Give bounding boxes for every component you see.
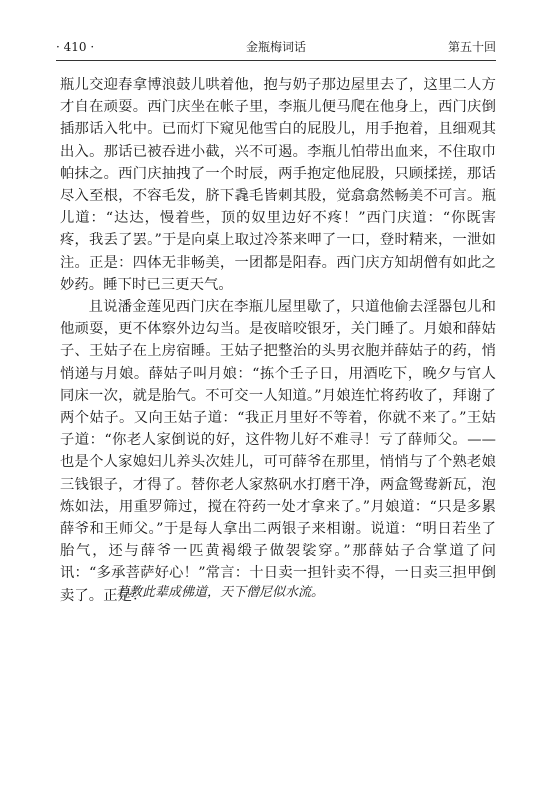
verse-line: 若教此辈成佛道，天下僧尼似水流。: [116, 585, 325, 600]
paragraph-1: 瓶儿交迎春拿博浪鼓儿哄着他，抱与奶子那边屋里去了，这里二人方才自在顽耍。西门庆坐在帐子里，李瓶儿便马爬在他身上，西门庆倒插那话入牝中。已而灯下窥见他雪白的屁股儿，用手抱着，且细观其出入。那话已被吞进小截，兴不可遏。李瓶儿怕带出血来，不住取巾帕抹之。西门庆抽拽了一个时辰，两手抱定他屁股，只顾揉搓，那话尽入至根，不容毛发，脐下毳毛皆刺其股，觉翕翕然畅美不可言。瓶儿道：“达达，慢着些，顶的奴里边好不疼！”西门庆道：“你既害疼，我丢了罢。”于是向桌上取过冷茶来呷了一口，登时精来，一泄如注。正是：四体无非畅美，一团都是阳春。西门庆方知胡僧有如此之妙药。睡下时已三更天气。: [60, 77, 496, 293]
book-title: 金瓶梅词话: [245, 40, 306, 54]
page-number: · 410 ·: [56, 40, 95, 54]
chapter-label: 第五十回: [447, 40, 496, 54]
body-text: [60, 74, 496, 607]
running-header: [56, 38, 496, 56]
paragraph-2: 且说潘金莲见西门庆在李瓶儿屋里歇了，只道他偷去淫器包儿和他顽耍，更不体察外边勾当。是夜暗咬银牙，关门睡了。月娘和薛姑子、王姑子在上房宿睡。王姑子把整治的头男衣胞并薛姑子的药，悄悄递与月娘。薛姑子叫月娘：“拣个壬子日，用酒吃下，晚夕与官人同床一次，就是胎气。不可交一人知道。”月娘连忙将药收了，拜谢了两个姑子。又向王姑子道：“我正月里好不等着，你就不来了。”王姑子道：“你老人家倒说的好，这件物儿好不难寻！亏了薛师父。——也是个人家媳妇儿养头次娃儿，可可薛爷在那里，悄悄与了个熟老娘三钱银子，才得了。替你老人家熬矾水打磨干净，两盒鸳鸯新瓦，泡炼如法，用重罗筛过，搅在符药一处才拿来了。”月娘道：“只是多累薛爷和王师父。”于是每人拿出二两银子来相谢。说道：“明日若坐了胎气，还与薛爷一匹黄褐缎子做袈裟穿。”那薛姑子合掌道了问讯：“多承菩萨好心！”常言：十日卖一担针卖不得，一日卖三担甲倒卖了。正是：: [60, 299, 496, 604]
header-rule: [56, 60, 496, 61]
